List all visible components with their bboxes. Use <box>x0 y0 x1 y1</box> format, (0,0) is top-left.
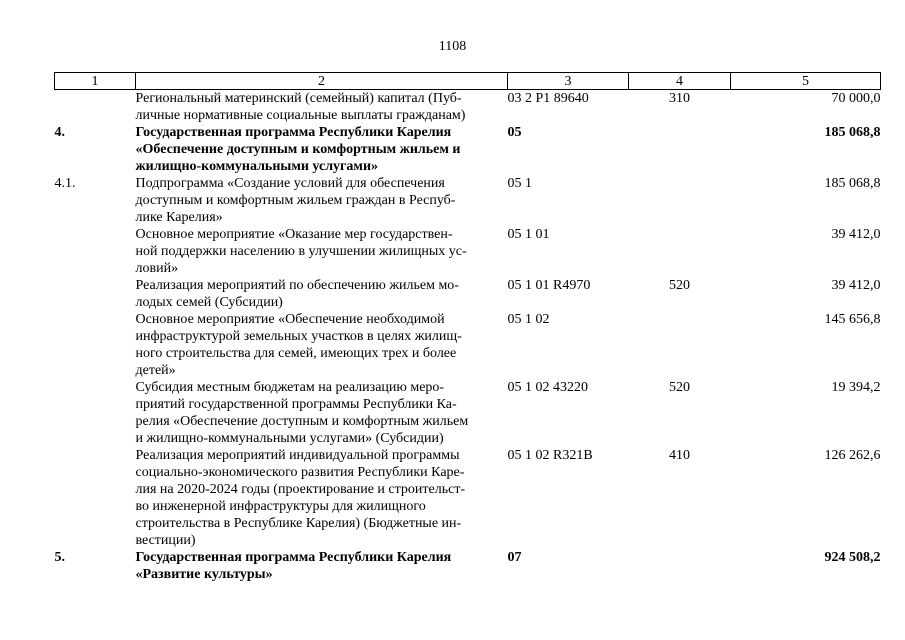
row-name: Реализация мероприятий индивидуальной программы социально-экономического развития Республики Каре- лия на 2020-2024 годы (проектирование и строительст- во инженерной инфраструктуры для жилищного строительства в Республике Карелия) (Бюджетные ин- вестиции) <box>135 448 466 548</box>
row-name: Государственная программа Республики Карелия «Развитие культуры» <box>135 550 452 582</box>
row-type: 410 <box>669 448 690 463</box>
row-number <box>55 379 136 447</box>
row-amount: 39 412,0 <box>831 278 881 293</box>
row-code: 05 1 02 R321B <box>507 448 593 463</box>
row-amount: 185 068,8 <box>824 125 881 140</box>
header-col-2: 2 <box>136 73 508 90</box>
row-code: 05 1 02 43220 <box>507 380 588 395</box>
row-name: Основное мероприятие «Оказание мер государствен- ной поддержки населению в улучшении жилищных ус- ловий» <box>135 227 467 276</box>
row-amount: 126 262,6 <box>824 448 881 463</box>
table-row <box>55 175 881 226</box>
row-number <box>55 277 136 311</box>
row-code: 05 1 02 <box>507 312 550 327</box>
header-col-1: 1 <box>55 73 136 90</box>
row-code: 05 1 01 <box>507 227 550 242</box>
row-amount: 185 068,8 <box>824 176 881 191</box>
budget-table <box>54 72 881 583</box>
row-type: 520 <box>669 278 690 293</box>
row-number <box>55 90 136 125</box>
row-type: 310 <box>669 91 690 106</box>
row-amount: 924 508,2 <box>824 550 881 565</box>
row-type <box>629 124 731 175</box>
row-code: 05 1 <box>507 176 532 191</box>
row-type <box>629 549 731 583</box>
table-row <box>55 311 881 379</box>
row-amount: 19 394,2 <box>831 380 881 395</box>
row-number <box>55 311 136 379</box>
row-type: 520 <box>669 380 690 395</box>
row-number: 4. <box>54 125 65 140</box>
table-header <box>55 73 881 90</box>
row-code: 05 <box>507 125 522 140</box>
table-row <box>55 90 881 125</box>
row-name: Подпрограмма «Создание условий для обеспечения доступным и комфортным жильем граждан в Респуб- лике Карелия» <box>135 176 456 225</box>
header-col-3: 3 <box>508 73 629 90</box>
row-number <box>55 226 136 277</box>
row-code: 05 1 01 R4970 <box>507 278 591 293</box>
page-number: 1108 <box>438 39 467 54</box>
row-type <box>629 311 731 379</box>
table-row <box>55 124 881 175</box>
row-number: 5. <box>54 550 65 565</box>
row-name: Региональный материнский (семейный) капитал (Пуб- личные нормативные социальные выплаты гражданам) <box>135 91 466 123</box>
row-amount: 145 656,8 <box>824 312 881 327</box>
row-amount: 39 412,0 <box>831 227 881 242</box>
header-row <box>55 73 881 90</box>
table-row <box>55 549 881 583</box>
row-name: Государственная программа Республики Карелия «Обеспечение доступным и комфортным жильем и жилищно-коммунальными услугами» <box>135 125 461 174</box>
table-row <box>55 447 881 549</box>
header-col-5: 5 <box>731 73 881 90</box>
row-amount: 70 000,0 <box>831 91 881 106</box>
row-name: Субсидия местным бюджетам на реализацию меро- приятий государственной программы Республики Ка- релия «Обеспечение доступным и комфортным жильем и жилищно-коммунальными услугами» (Субсидии) <box>135 380 469 446</box>
row-type <box>629 175 731 226</box>
table-row <box>55 379 881 447</box>
table-row <box>55 277 881 311</box>
row-code: 07 <box>507 550 522 565</box>
row-name: Реализация мероприятий по обеспечению жильем мо- лодых семей (Субсидии) <box>135 278 459 310</box>
table-row <box>55 226 881 277</box>
row-type <box>629 226 731 277</box>
row-code: 03 2 P1 89640 <box>507 91 589 106</box>
row-number <box>55 447 136 549</box>
table-body <box>55 90 881 584</box>
row-number: 4.1. <box>54 176 76 191</box>
row-name: Основное мероприятие «Обеспечение необходимой инфраструктурой земельных участков в целях жилищ- ного строительства для семей, имеющих трех и более детей» <box>135 312 462 378</box>
header-col-4: 4 <box>629 73 731 90</box>
